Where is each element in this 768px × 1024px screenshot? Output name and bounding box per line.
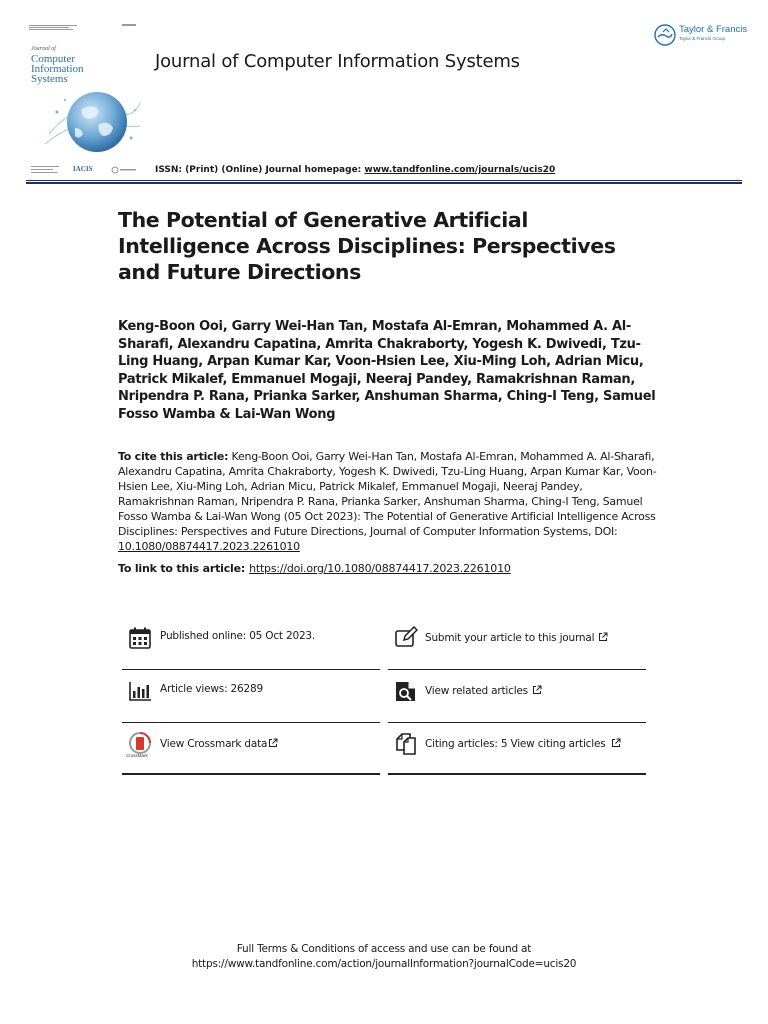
cover-line-3: Information bbox=[31, 63, 84, 75]
grid-divider-bottom bbox=[388, 773, 646, 775]
document-search-icon bbox=[394, 679, 418, 703]
grid-divider bbox=[122, 669, 380, 670]
issn-label: ISSN: (Print) (Online) Journal homepage: bbox=[155, 165, 365, 175]
article-title: The Potential of Generative Artificial Intelligence Across Disciplines: Perspectives and Future Directions bbox=[118, 208, 616, 284]
issn-line bbox=[155, 165, 555, 175]
publisher-logo[interactable] bbox=[654, 22, 746, 48]
external-link-icon bbox=[532, 685, 542, 695]
citation-label: To cite this article: bbox=[118, 450, 229, 463]
citing-articles-link[interactable] bbox=[425, 738, 621, 750]
crossmark-text: View Crossmark data bbox=[160, 738, 268, 750]
article-doi-url[interactable]: https://doi.org/10.1080/08874417.2023.2261010 bbox=[249, 562, 511, 575]
related-articles-cell[interactable] bbox=[388, 673, 646, 725]
taylor-francis-icon bbox=[654, 24, 676, 46]
iacis-logo: IACIS bbox=[73, 165, 93, 173]
citation-block bbox=[118, 449, 658, 554]
grid-divider bbox=[388, 722, 646, 723]
grid-divider-bottom bbox=[122, 773, 380, 775]
cover-fineprint bbox=[29, 24, 79, 32]
header-divider-thin bbox=[26, 180, 742, 181]
submit-article-link[interactable] bbox=[425, 632, 608, 644]
terms-line-2[interactable]: https://www.tandfonline.com/action/journalInformation?journalCode=ucis20 bbox=[191, 958, 577, 970]
article-views-text: Article views: 26289 bbox=[160, 683, 263, 695]
globe-icon bbox=[45, 82, 140, 160]
external-link-icon bbox=[268, 738, 278, 748]
crossmark-logo-text: CrossMark bbox=[126, 753, 148, 758]
terms-line-1: Full Terms & Conditions of access and use can be found at bbox=[236, 943, 532, 955]
cover-line-4: Systems bbox=[31, 73, 68, 85]
header-divider-thick bbox=[26, 182, 742, 184]
submit-article-cell[interactable] bbox=[388, 620, 646, 672]
cover-line-2: Computer bbox=[31, 53, 75, 65]
crossmark-link[interactable] bbox=[160, 738, 278, 750]
published-online-text: Published online: 05 Oct 2023. bbox=[160, 630, 316, 642]
external-link-icon bbox=[611, 738, 621, 748]
article-views-cell bbox=[122, 673, 380, 725]
article-authors: Keng-Boon Ooi, Garry Wei-Han Tan, Mostafa Al-Emran, Mohammed A. Al-Sharafi, Alexandru Capatina, Amrita Chakraborty, Yogesh K. Dwivedi, Tzu-Ling Huang, Arpan Kumar Kar, Voon-Hsien Lee, Xiu-Ming Loh, Adrian Micu, Patrick Mikalef, Emmanuel Mogaji, Neeraj Pandey, Ramakrishnan Raman, Nripendra P. Rana, Prianka Sarker, Anshuman Sharma, Ching-I Teng, Samuel Fosso Wamba & Lai-Wan Wong bbox=[118, 319, 656, 422]
journal-title: Journal of Computer Information Systems bbox=[155, 51, 520, 72]
crossmark-cell[interactable] bbox=[122, 726, 380, 778]
publisher-name: Taylor & Francis bbox=[679, 24, 748, 35]
citing-articles-cell[interactable] bbox=[388, 726, 646, 778]
doi-link[interactable]: 10.1080/08874417.2023.2261010 bbox=[118, 540, 300, 553]
grid-divider bbox=[388, 669, 646, 670]
external-link-icon bbox=[598, 632, 608, 642]
published-online-cell bbox=[122, 620, 380, 672]
terms-footer bbox=[0, 942, 768, 972]
cover-line-1: Journal of bbox=[31, 46, 56, 52]
publisher-subtitle: Taylor & Francis Group bbox=[679, 36, 726, 41]
related-articles-link[interactable] bbox=[425, 685, 542, 697]
copy-pages-icon bbox=[394, 732, 418, 756]
cover-fineprint-right bbox=[122, 24, 136, 26]
citation-text: Keng-Boon Ooi, Garry Wei-Han Tan, Mostafa Al-Emran, Mohammed A. Al-Sharafi, Alexandru Capatina, Amrita Chakraborty, Yogesh K. Dwivedi, Tzu-Ling Huang, Arpan Kumar Kar, Voon-Hsien Lee, Xiu-Ming Loh, Adrian Micu, Patrick Mikalef, Emmanuel Mogaji, Neeraj Pandey, Ramakrishnan Raman, Nripendra P. Rana, Prianka Sarker, Anshuman Sharma, Ching-I Teng, Samuel Fosso Wamba & Lai-Wan Wong (05 Oct 2023): The Potential of Generative Artificial Intelligence Across Disciplines: Perspectives and Future Directions, Journal of Computer Information Systems, DOI: bbox=[118, 450, 657, 538]
journal-homepage-link[interactable]: www.tandfonline.com/journals/ucis20 bbox=[364, 165, 556, 175]
related-articles-text: View related articles bbox=[425, 685, 528, 697]
article-link-label: To link to this article: bbox=[118, 562, 246, 575]
calendar-icon bbox=[128, 626, 152, 650]
edit-icon bbox=[394, 626, 418, 650]
submit-article-text: Submit your article to this journal bbox=[425, 632, 595, 644]
citing-articles-text: Citing articles: 5 View citing articles bbox=[425, 738, 606, 750]
cover-journal-name bbox=[31, 44, 84, 84]
bar-chart-icon bbox=[128, 679, 152, 703]
journal-cover bbox=[27, 22, 140, 177]
article-link-line bbox=[118, 562, 511, 575]
grid-divider bbox=[122, 722, 380, 723]
